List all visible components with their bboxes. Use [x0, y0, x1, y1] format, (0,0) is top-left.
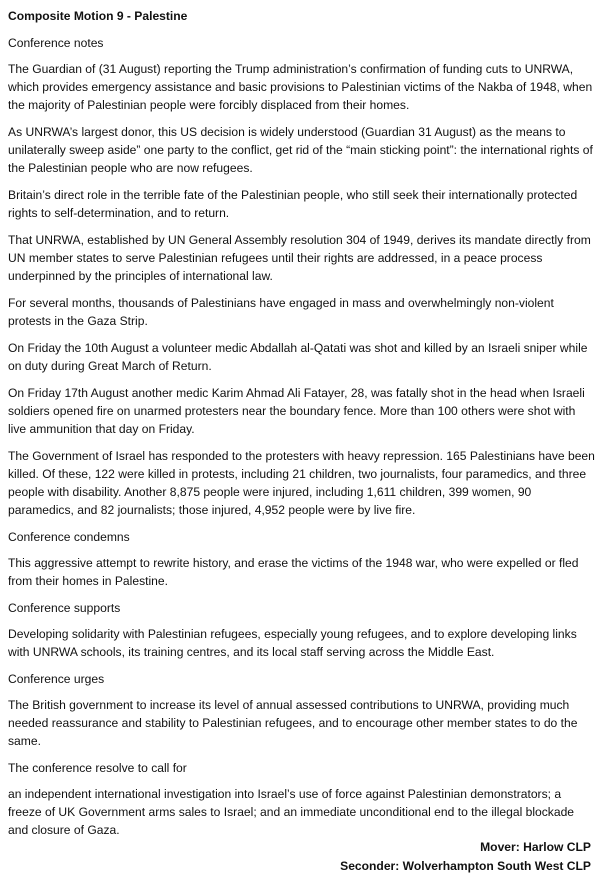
section-heading-resolve: The conference resolve to call for: [8, 761, 187, 775]
paragraph-resolve: an independent international investigation into Israel’s use of force against Palestinian demonstrators; a freeze of UK Government arms sales to Israel; and an immediate unconditional end to the illegal blockade and closure of Gaza.: [8, 787, 575, 837]
paragraph-casualty-figures: The Government of Israel has responded to the protesters with heavy repression. 165 Palestinians have been killed. Of these, 122 were killed in protests, including 21 children, two journalists, four paramedics, and three people with disability. Another 8,875 people were injured, including 1,611 children, 399 women, 90 paramedics, and 82 journalists; those injured, 4,952 people were by live fire.: [8, 449, 595, 517]
paragraph-supports: Developing solidarity with Palestinian refugees, especially young refugees, and to explore developing links with UNRWA schools, its training centres, and its local staff serving across the Middle East.: [8, 627, 577, 659]
section-heading-conference-supports: Conference supports: [8, 601, 121, 615]
signature-block: [340, 838, 591, 876]
seconder-line: Seconder: Wolverhampton South West CLP: [340, 859, 591, 873]
document-title: Composite Motion 9 - Palestine: [8, 9, 188, 23]
paragraph-medic-qatati: On Friday the 10th August a volunteer medic Abdallah al-Qatati was shot and killed by an Israeli sniper while on duty during Great March of Return.: [8, 341, 588, 373]
section-heading-conference-notes: Conference notes: [8, 36, 104, 50]
paragraph-medic-fatayer: On Friday 17th August another medic Karim Ahmad Ali Fatayer, 28, was fatally shot in the head when Israeli soldiers opened fire on unarmed protesters near the boundary fence. More than 100 others were shot with live ammunition that day on Friday.: [8, 386, 585, 436]
paragraph-urges: The British government to increase its level of annual assessed contributions to UNRWA, providing much needed reassurance and stability to Palestinian refugees, and to encourage other member states to do the same.: [8, 698, 578, 748]
paragraph-condemns: This aggressive attempt to rewrite history, and erase the victims of the 1948 war, who were expelled or fled from their homes in Palestine.: [8, 556, 579, 588]
paragraph-gaza-protests: For several months, thousands of Palestinians have engaged in mass and overwhelmingly non-violent protests in the Gaza Strip.: [8, 296, 554, 328]
paragraph-guardian-report: The Guardian of (31 August) reporting the Trump administration’s confirmation of funding cuts to UNRWA, which provides emergency assistance and basic provisions to Palestinian victims of the Nakba of 1948, when the majority of Palestinian people were forcibly displaced from their homes.: [8, 62, 593, 112]
mover-line: Mover: Harlow CLP: [480, 840, 591, 854]
paragraph-britain-role: Britain’s direct role in the terrible fate of the Palestinian people, who still seek their internationally protected rights to self-determination, and to return.: [8, 188, 578, 220]
section-heading-conference-urges: Conference urges: [8, 672, 105, 686]
section-heading-conference-condemns: Conference condemns: [8, 530, 130, 544]
paragraph-unrwa-mandate: That UNRWA, established by UN General Assembly resolution 304 of 1949, derives its mandate directly from UN member states to serve Palestinian refugees until their rights are addressed, in a peace process underpinned by the principles of international law.: [8, 233, 591, 283]
paragraph-unrwa-donor: As UNRWA’s largest donor, this US decision is widely understood (Guardian 31 August) as the means to unilaterally sweep aside” one party to the conflict, get rid of the “main sticking point”: the international rights of the Palestinian people who are now refugees.: [8, 125, 593, 175]
